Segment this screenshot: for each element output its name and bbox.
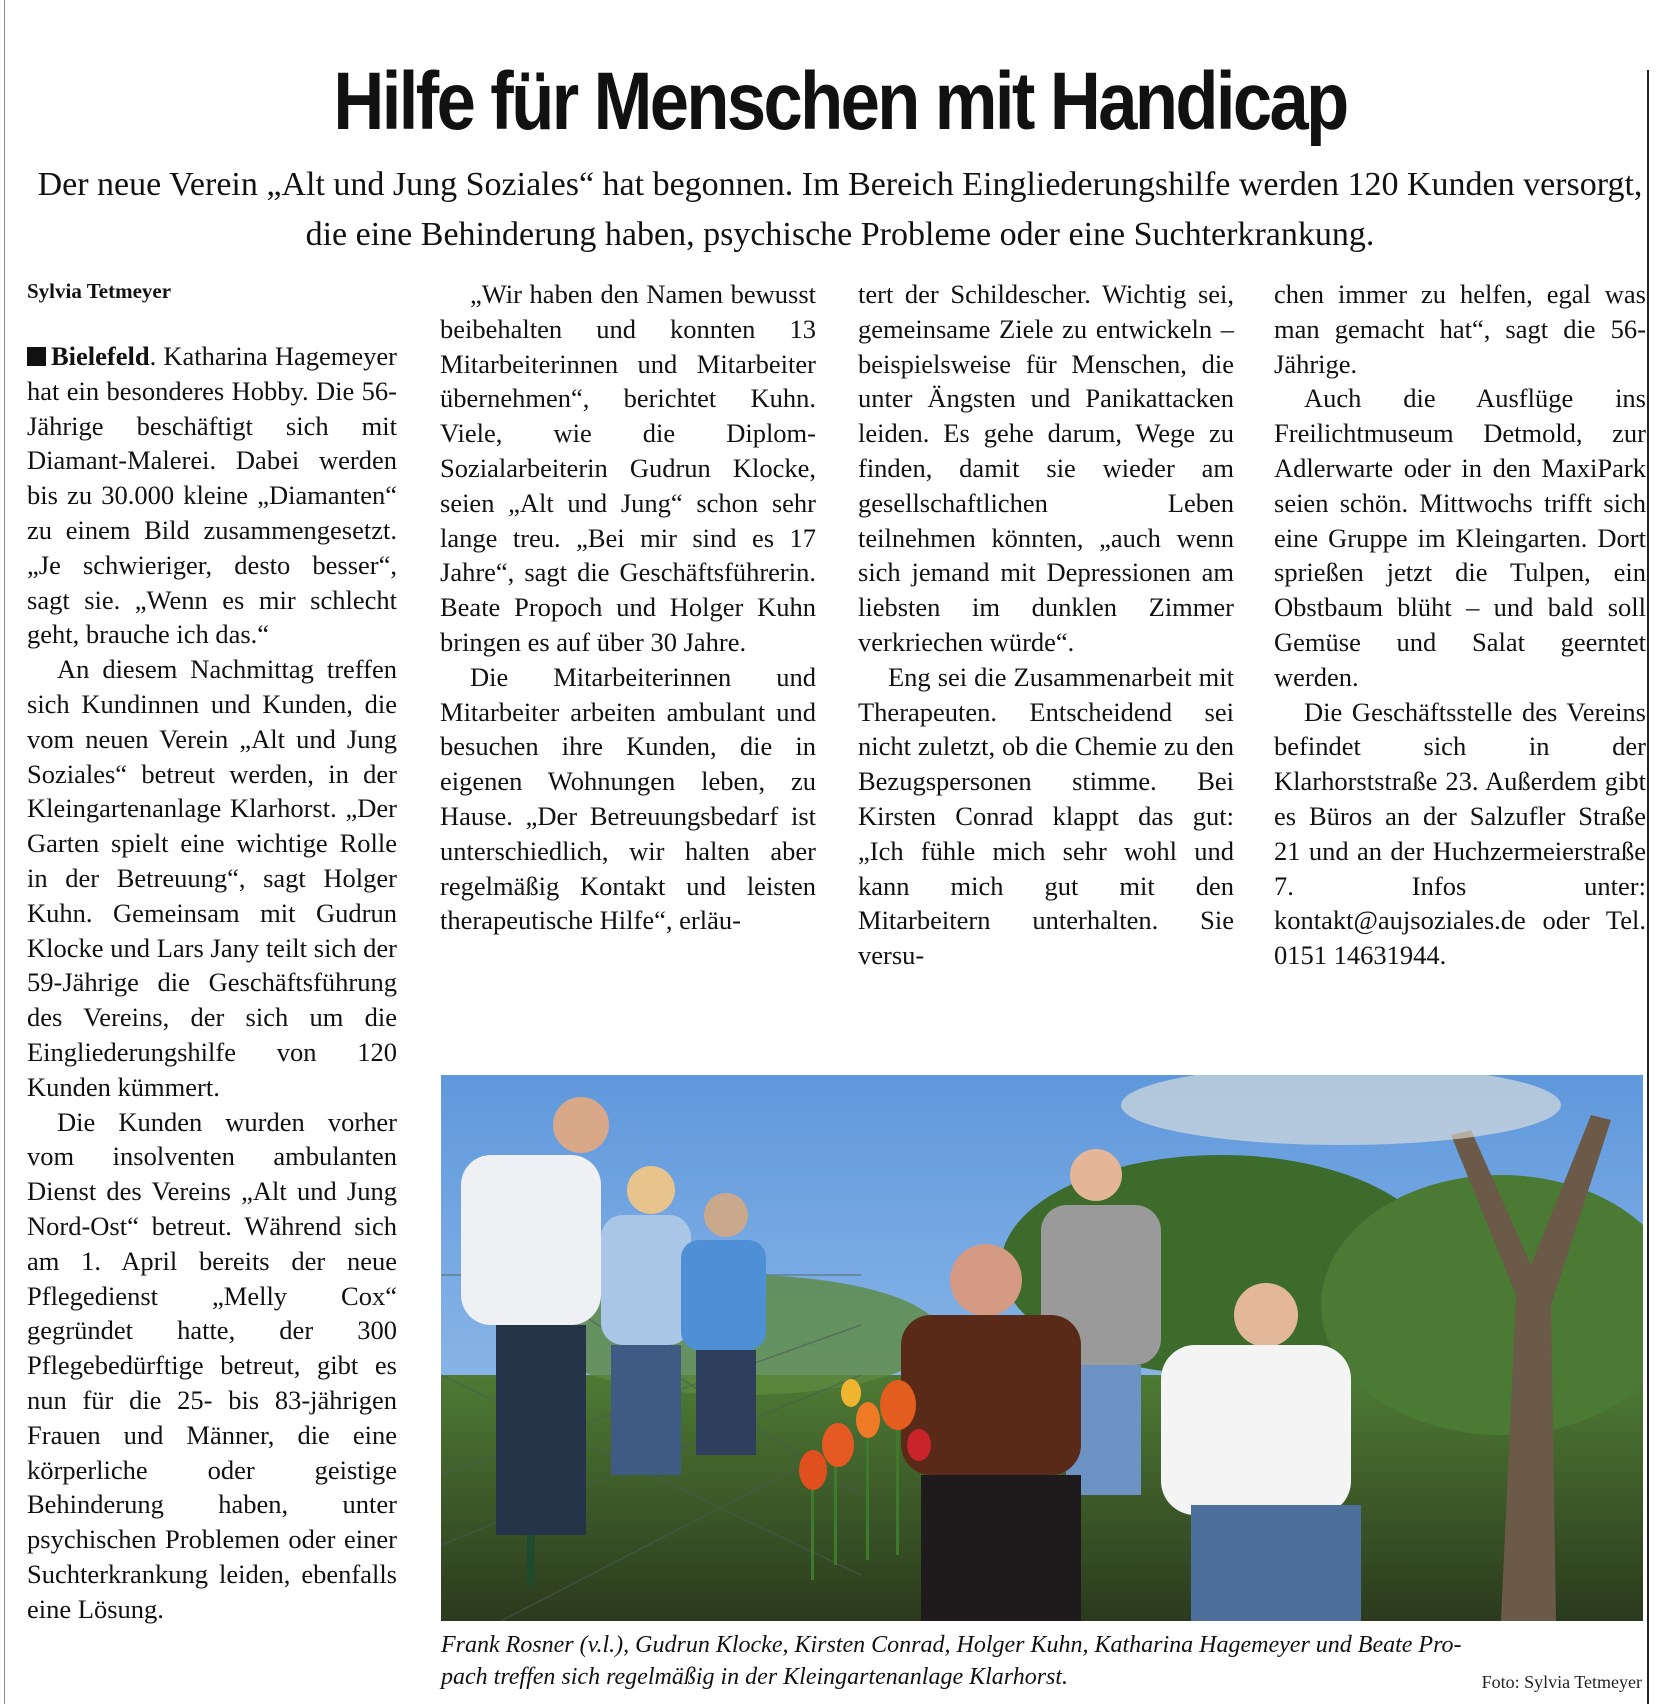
page-border-left bbox=[4, 0, 5, 1704]
paragraph-6-start: Eng sei die Zusammenarbeit mit Therapeuten. Entscheidend sei nicht zuletzt, ob die Chemie zu den Bezugspersonen stimme. Bei Kirsten Conrad klappt das gut: „Ich fühle mich sehr wohl und kann mich gut mit den Mitarbeitern unterhalten. Sie versu- bbox=[858, 661, 1234, 971]
paragraph-7: Auch die Ausflüge ins Freilichtmuseum Detmold, zur Adlerwarte oder in den MaxiPark seien schön. Mittwochs trifft sich eine Gruppe im Kleingarten. Dort sprießen jetzt die Tulpen, ein Obstbaum blüht – und bald soll Gemüse und Salat geerntet werden. bbox=[1274, 383, 1646, 692]
paragraph-6-continued: chen immer zu helfen, egal was man gemacht hat“, sagt die 56-Jährige. bbox=[1274, 279, 1646, 379]
paragraph-1-text: . Katharina Hagemeyer hat ein besonderes Hobby. Die 56-Jährige beschäftigt sich mit Diamant-Malerei. Dabei werden bis zu 30.000 kleine „Diamanten“ zu einem Bild zusammengesetzt. „Je schwieriger, desto besser“, sagt sie. „Wenn es mir schlecht geht, brauche ich das.“ bbox=[27, 341, 397, 650]
caption-line-2: pach treffen sich regelmäßig in der Kleingartenanlage Klarhorst. bbox=[441, 1664, 1069, 1690]
garden-group-photo bbox=[441, 1075, 1643, 1621]
article-column-1 bbox=[27, 277, 397, 1626]
photo-credit: Foto: Sylvia Tetmeyer bbox=[1481, 1672, 1642, 1692]
article-column-4 bbox=[1274, 277, 1646, 973]
headline: Hilfe für Menschen mit Handicap bbox=[333, 56, 1347, 147]
paragraph-2: An diesem Nachmittag treffen sich Kundinnen und Kunden, die vom neuen Verein „Alt und Jung Soziales“ betreut werden, in der Kleingartenanlage Klarhorst. „Der Garten spielt eine wichtige Rolle in der Betreuung“, sagt Holger Kuhn. Gemeinsam mit Gudrun Klocke und Lars Jany teilt sich der 59-Jährige die Geschäftsführung des Vereins, der sich um die Eingliederungshilfe von 120 Kunden kümmert. bbox=[27, 654, 397, 1102]
caption-line-1: Frank Rosner (v.l.), Gudrun Klocke, Kirsten Conrad, Holger Kuhn, Katharina Hagemeyer und Beate Pro- bbox=[441, 1632, 1462, 1658]
paragraph-8: Die Geschäftsstelle des Vereins befindet sich in der Klarhorststraße 23. Außerdem gibt es Büros an der Salzufler Straße 21 und an der Huchzermeierstraße 7. Infos unter: kontakt@aujsoziales.de oder Tel. 0151 14631944. bbox=[1274, 696, 1646, 971]
paragraph-5-continued: tert der Schildescher. Wichtig sei, gemeinsame Ziele zu entwickeln – beispielsweise für Menschen, die unter Ängsten und Panikattacken leiden. Es gehe darum, Wege zu finden, damit sie wieder am gesellschaftlichen Leben teilnehmen könnten, „auch wenn sich jemand mit Depressionen am liebsten im dunklen Zimmer verkriechen würde“. bbox=[858, 279, 1234, 657]
photo-caption bbox=[441, 1629, 1643, 1693]
dateline: Bielefeld bbox=[51, 341, 150, 371]
dateline-square-icon bbox=[27, 347, 46, 366]
article-column-3 bbox=[858, 277, 1234, 973]
paragraph-4: „Wir haben den Namen bewusst beibehalten und konnten 13 Mitarbeiterinnen und Mitarbeiter übernehmen“, berichtet Kuhn. Viele, wie die Diplom-Sozialarbeiterin Gudrun Klocke, seien „Alt und Jung“ schon sehr lange treu. „Bei mir sind es 17 Jahre“, sagt die Geschäftsführerin. Beate Propoch und Holger Kuhn bringen es auf über 30 Jahre. bbox=[440, 279, 816, 657]
paragraph-1 bbox=[27, 339, 397, 652]
article-column-2 bbox=[440, 277, 816, 938]
paragraph-3: Die Kunden wurden vorher vom insolventen ambulanten Dienst des Vereins „Alt und Jung Nord-Ost“ betreut. Während sich am 1. April bereits der neue Pflegedienst „Melly Cox“ gegründet hatte, der 300 Pflegebedürftige betreut, gibt es nun für die 25- bis 83-jährigen Frauen und Männer, die eine körperliche oder geistige Behinderung haben, unter psychischen Problemen oder einer Suchterkrankung leiden, ebenfalls eine Lösung. bbox=[27, 1106, 397, 1624]
column-rule-right bbox=[1647, 70, 1649, 1704]
subheadline: Der neue Verein „Alt und Jung Soziales“ hat begonnen. Im Bereich Eingliederungshilfe werden 120 Kunden versorgt, die eine Behinderung haben, psychische Probleme oder eine Suchterkrankung. bbox=[37, 166, 1643, 253]
byline: Sylvia Tetmeyer bbox=[27, 279, 172, 303]
paragraph-5-start: Die Mitarbeiterinnen und Mitarbeiter arbeiten ambulant und besuchen ihre Kunden, die in eigenen Wohnungen leben, zu Hause. „Der Betreuungsbedarf ist unterschiedlich, wir halten aber regelmäßig Kontakt und leisten therapeutische Hilfe“, erläu- bbox=[440, 661, 816, 936]
article-photo bbox=[441, 1075, 1643, 1621]
